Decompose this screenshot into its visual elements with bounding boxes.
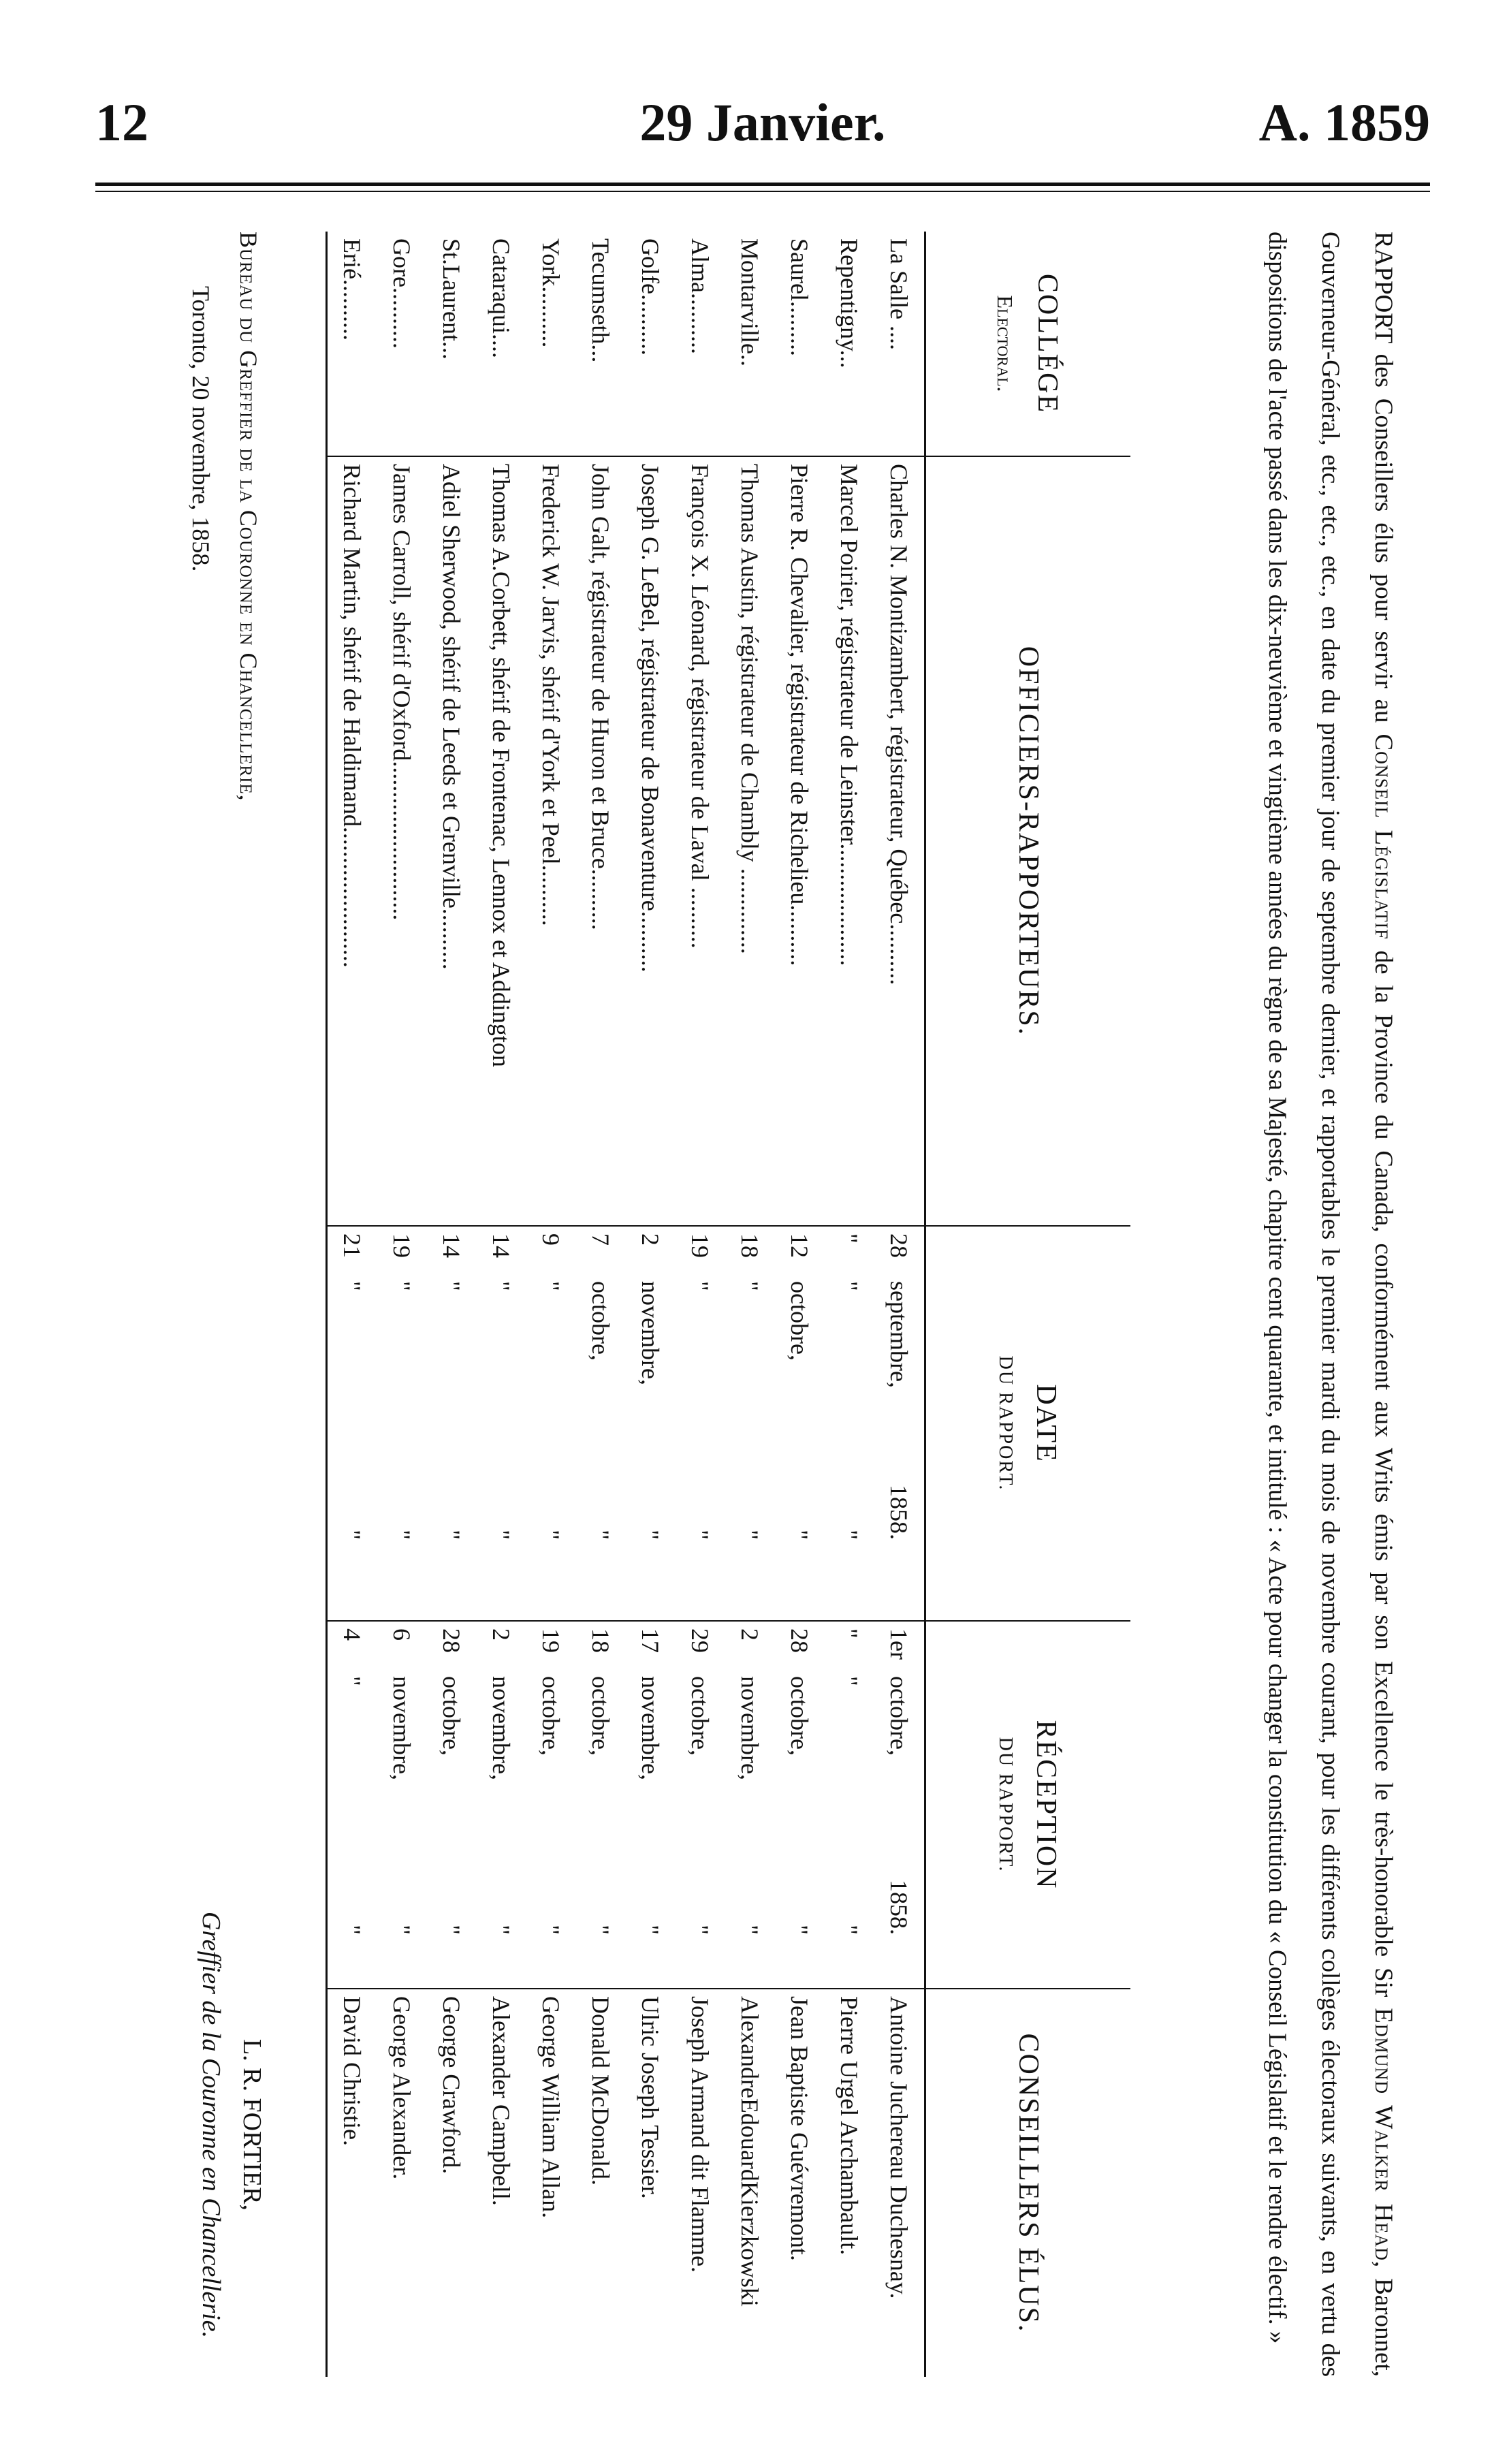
rec-day: 2 (488, 1628, 515, 1641)
reception-cell (725, 1621, 775, 1989)
col-college: COLLÉGE Electoral. (925, 232, 1131, 456)
elu-cell: Antoine Juchereau Duchesnay. (874, 1989, 925, 2377)
rec-year: " (338, 1925, 366, 1935)
officer-cell: Adiel Sherwood, shérif de Leeds et Grenville.......... (427, 456, 477, 1226)
rec-month: octobre, (786, 1676, 814, 1756)
col-elus: CONSEILLERS ÉLUS. (925, 1989, 1131, 2377)
date-month: octobre, (786, 1281, 814, 1361)
place-date: Toronto, 20 novembre, 1858. (187, 286, 215, 572)
date-month: octobre, (587, 1281, 615, 1361)
date-year: " (736, 1530, 764, 1540)
college-cell: St.Laurent... (438, 238, 466, 360)
date-day: " (836, 1233, 863, 1244)
rec-day: 28 (786, 1628, 814, 1653)
date-month: novembre, (637, 1281, 665, 1385)
date-day: 9 (537, 1233, 565, 1246)
date-day: 19 (686, 1233, 714, 1258)
date-cell (327, 1226, 378, 1621)
elu-cell: Jean Baptiste Guévremont. (775, 1989, 825, 2377)
college-cell: Alma.......... (686, 238, 714, 354)
reception-cell (526, 1621, 576, 1989)
date-day: 18 (736, 1233, 764, 1258)
college-cell: York.......... (537, 238, 565, 348)
col-date: DATE DU RAPPORT. (925, 1226, 1131, 1621)
rec-month: novembre, (637, 1676, 665, 1780)
header-rule-thick (95, 183, 1430, 186)
date-day: 12 (786, 1233, 814, 1258)
elu-cell: George Crawford. (427, 1989, 477, 2377)
date-year: " (836, 1530, 863, 1540)
date-day: 19 (388, 1233, 416, 1258)
date-month: " (438, 1281, 466, 1291)
table-row (626, 232, 676, 2377)
date-cell (477, 1226, 526, 1621)
officer-cell: Thomas Austin, régistrateur de Chambly .............. (725, 456, 775, 1226)
date-year: " (587, 1530, 615, 1540)
officer-cell: James Carroll, shérif d'Oxford.......................... (377, 456, 427, 1226)
reception-cell (775, 1621, 825, 1989)
page-date: 29 Janvier. (639, 93, 886, 152)
date-month: " (488, 1281, 515, 1291)
date-year: " (537, 1530, 565, 1540)
officer-cell: Charles N. Montizambert, régistrateur, Québec.......... (874, 456, 925, 1226)
date-month: " (686, 1281, 714, 1291)
rec-day: 17 (637, 1628, 665, 1653)
report-intro (1250, 232, 1410, 2377)
date-day: 21 (338, 1233, 366, 1258)
elu-cell: Pierre Urgel Archambault. (825, 1989, 874, 2377)
rec-year: " (438, 1925, 466, 1935)
rec-year: " (587, 1925, 615, 1935)
rec-year: 1858. (885, 1880, 913, 1935)
date-day: 7 (587, 1233, 615, 1246)
officer-cell: Marcel Poirier, régistrateur de Leinster.................... (825, 456, 874, 1226)
college-cell: La Salle .... (885, 238, 913, 350)
rec-month: octobre, (885, 1676, 913, 1756)
date-year: " (686, 1530, 714, 1540)
college-cell: Golfe.......... (637, 238, 665, 356)
elu-cell: George William Allan. (526, 1989, 576, 2377)
date-cell (626, 1226, 676, 1621)
rec-year: " (537, 1925, 565, 1935)
reception-cell (825, 1621, 874, 1989)
rec-day: " (836, 1628, 863, 1639)
rec-day: 4 (338, 1628, 366, 1641)
table-row (477, 232, 526, 2377)
date-year: 1858. (885, 1485, 913, 1540)
officer-cell: Frederick W. Jarvis, shérif d'York et Peel.......... (526, 456, 576, 1226)
date-year: " (388, 1530, 416, 1540)
signatory-name: L. R. FORTIER, (238, 2038, 266, 2211)
elu-cell: George Alexander. (377, 1989, 427, 2377)
date-cell (725, 1226, 775, 1621)
elu-cell: AlexandreEdouardKierzkowski (725, 1989, 775, 2377)
date-year: " (438, 1530, 466, 1540)
reception-cell (477, 1621, 526, 1989)
table-row (427, 232, 477, 2377)
rec-day: 28 (438, 1628, 466, 1653)
councillors-table (326, 232, 1130, 2377)
officer-cell: Thomas A.Corbett, shérif de Frontenac, Lennox et Addington (477, 456, 526, 1226)
elu-cell: Joseph Armand dit Flamme. (676, 1989, 725, 2377)
rec-month: novembre, (388, 1676, 416, 1780)
date-cell (874, 1226, 925, 1621)
reception-cell (576, 1621, 626, 1989)
elu-cell: Alexander Campbell. (477, 1989, 526, 2377)
rec-day: 2 (736, 1628, 764, 1641)
rec-day: 6 (388, 1628, 416, 1641)
college-cell: Gore.......... (388, 238, 416, 349)
elu-cell: Donald McDonald. (576, 1989, 626, 2377)
officer-cell: Richard Martin, shérif de Haldimand....................... (327, 456, 378, 1226)
date-day: 28 (885, 1233, 913, 1258)
rec-month: octobre, (686, 1676, 714, 1756)
table-row (676, 232, 725, 2377)
college-cell: Montarville.. (736, 238, 764, 366)
date-year: " (637, 1530, 665, 1540)
reception-cell (327, 1621, 378, 1989)
rec-month: octobre, (587, 1676, 615, 1756)
table-row (775, 232, 825, 2377)
reception-cell (874, 1621, 925, 1989)
rec-year: " (637, 1925, 665, 1935)
rec-month: novembre, (488, 1676, 515, 1780)
rec-month: " (836, 1676, 863, 1686)
college-cell: Erié.......... (327, 232, 378, 456)
date-month: septembre, (885, 1281, 913, 1388)
date-cell (676, 1226, 725, 1621)
signature-block (191, 1886, 272, 2363)
header-rule-thin (95, 191, 1430, 192)
table-row (526, 232, 576, 2377)
intro-part-2: de la Province du Canada, conformément aux Writs émis par son Excellence le très-honorable Sir (1369, 950, 1397, 1997)
reception-cell (676, 1621, 725, 1989)
rec-day: 18 (587, 1628, 615, 1653)
rec-month: novembre, (736, 1676, 764, 1780)
date-day: 14 (438, 1233, 466, 1258)
date-cell (825, 1226, 874, 1621)
reception-cell (626, 1621, 676, 1989)
date-year: " (786, 1530, 814, 1540)
date-month: " (338, 1281, 366, 1291)
rec-year: " (388, 1925, 416, 1935)
intro-part-1: RAPPORT des Conseillers élus pour servir au (1369, 232, 1397, 723)
bureau-name: Bureau du Greffier de la Couronne en Chancellerie, (235, 232, 262, 802)
date-cell (576, 1226, 626, 1621)
rec-month: " (338, 1676, 366, 1686)
bureau-block (177, 232, 272, 802)
table-row (725, 232, 775, 2377)
date-cell (526, 1226, 576, 1621)
elu-cell: Ulric Joseph Tessier. (626, 1989, 676, 2377)
intro-part-3: , Baronnet, Gouverneur-Général, etc., etc., etc., en date du premier jour de septembre dernier, et rapportables le premier mardi du mois de novembre courant, pour les différents collèges électoraux suivants, en vertu des dispositions de l'acte passé dans les dix-neuvième et vingtième années du règne de sa Majesté, chapitre cent quarante, et intitulé : « Acte pour changer la constitution du « Conseil Législatif et le rendre électif. » (1263, 232, 1397, 2378)
rec-month: octobre, (537, 1676, 565, 1756)
date-cell (377, 1226, 427, 1621)
table-row (576, 232, 626, 2377)
officer-cell: François X. Léonard, régistrateur de Laval .......... (676, 456, 725, 1226)
college-cell: Saurel......... (786, 238, 814, 356)
date-month: " (836, 1281, 863, 1291)
reception-cell (427, 1621, 477, 1989)
page-header (89, 89, 1437, 163)
rec-month: octobre, (438, 1676, 466, 1756)
intro-governor: Edmund Walker Head (1369, 2008, 1397, 2261)
page-year: A. 1859 (1258, 93, 1430, 152)
date-cell (427, 1226, 477, 1621)
signatory-title: Greffier de la Couronne en Chancellerie. (197, 1911, 225, 2339)
elu-cell: David Christie. (327, 1989, 378, 2377)
date-year: " (488, 1530, 515, 1540)
rec-year: " (786, 1925, 814, 1935)
table-header-row (925, 232, 1131, 2377)
table-row (377, 232, 427, 2377)
officer-cell: John Galt, régistrateur de Huron et Bruce.......... (576, 456, 626, 1226)
rec-year: " (488, 1925, 515, 1935)
table-row (825, 232, 874, 2377)
rec-day: 29 (686, 1628, 714, 1653)
col-reception: RÉCEPTION DU RAPPORT. (925, 1621, 1131, 1989)
col-officers: OFFICIERS-RAPPORTEURS. (925, 456, 1131, 1226)
rec-day: 19 (537, 1628, 565, 1653)
college-cell: Repentigny... (836, 238, 863, 368)
rec-year: " (836, 1925, 863, 1935)
college-cell: Tecumseth... (587, 238, 615, 363)
date-day: 2 (637, 1233, 665, 1246)
date-cell (775, 1226, 825, 1621)
rec-day: 1er (885, 1628, 913, 1660)
table-row (874, 232, 925, 2377)
intro-council: Conseil Législatif (1369, 733, 1397, 940)
officer-cell: Pierre R. Chevalier, régistrateur de Richelieu.......... (775, 456, 825, 1226)
date-month: " (537, 1281, 565, 1291)
date-year: " (338, 1530, 366, 1540)
college-cell: Cataraqui.... (488, 238, 515, 358)
reception-cell (377, 1621, 427, 1989)
officer-cell: Joseph G. LeBel, régistrateur de Bonaventure.......... (626, 456, 676, 1226)
rotated-report (95, 204, 1430, 2404)
date-month: " (736, 1281, 764, 1291)
rec-year: " (686, 1925, 714, 1935)
rec-year: " (736, 1925, 764, 1935)
table-row (327, 232, 378, 2377)
date-day: 14 (488, 1233, 515, 1258)
date-month: " (388, 1281, 416, 1291)
page-number: 12 (95, 93, 148, 152)
